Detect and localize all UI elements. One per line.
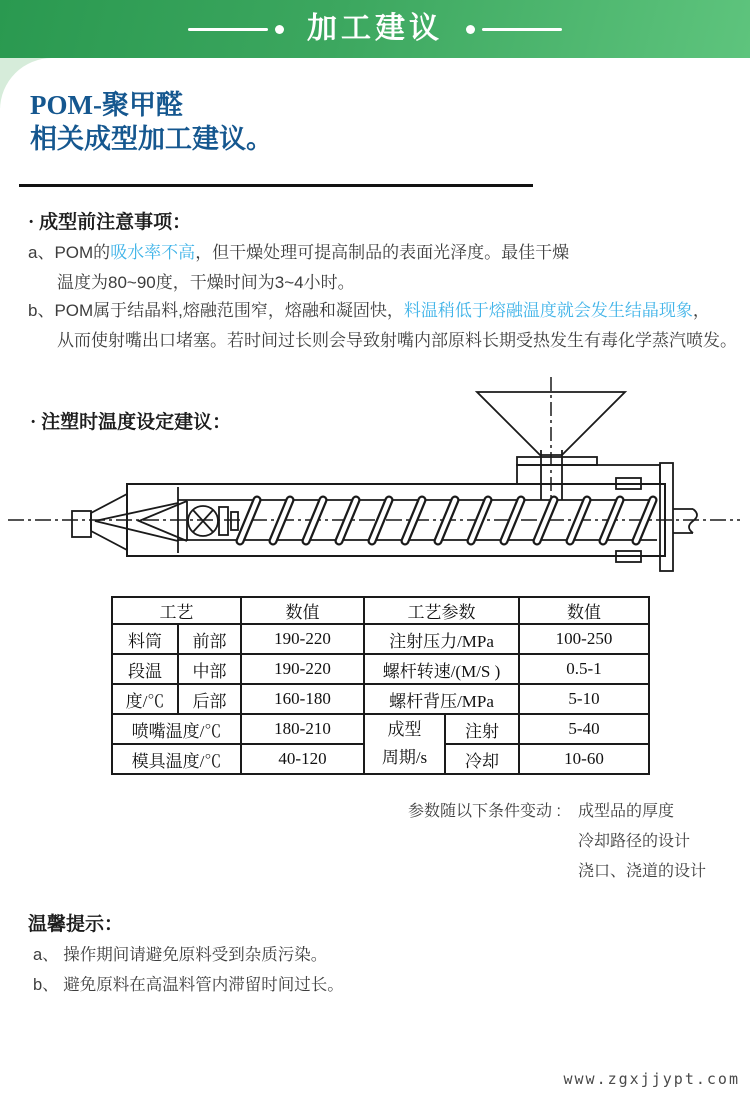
watermark-url: www.zgxjjypt.com [563,1070,740,1088]
item-a-rest: ，但干燥处理可提高制品的表面光泽度。最佳干燥 [195,243,570,262]
banner-title: 加工建议 [307,12,443,45]
cell-injection-pressure: 注射压力/MPa [364,624,519,654]
pre-molding-item-b-line1 [28,296,710,321]
item-a-prefix: a、POM的 [28,243,111,262]
variation-label: 参数随以下条件变动 : [408,803,561,820]
process-parameters-table [111,596,650,775]
cell-mold-temp: 模具温度/℃ [112,744,241,774]
temp-setting-heading: · 注塑时温度设定建议： [30,412,232,433]
item-a-highlight: 吸水率不高 [110,243,196,262]
variation-item: 浇口、浇道的设计 [578,863,707,880]
item-b-rest: ， [692,301,710,320]
cell-rear: 后部 [178,684,241,714]
pre-molding-item-b-line2: 从而使射嘴出口堵塞。若时间过长则会导致射嘴内部原料长期受热发生有毒化学蒸汽喷发。 [57,331,737,350]
tips-heading: 温馨提示： [28,914,124,935]
cell-molding-cycle-line1: 成型 [387,720,422,739]
cell-cycle-injection: 注射 [445,714,519,744]
header-process: 工艺 [112,597,241,624]
cell-mold-temp-value: 40-120 [241,744,364,774]
cell-back-pressure: 螺杆背压/MPa [364,684,519,714]
cell-rear-value: 160-180 [241,684,364,714]
header-param: 工艺参数 [364,597,519,624]
cell-molding-cycle-line2: 周期/s [381,748,428,767]
cell-cycle-cooling-value: 10-60 [519,744,649,774]
cell-barrel-1: 料筒 [112,624,178,654]
title-underline [19,184,533,187]
document-title-line2: 相关成型加工建议。 [30,124,273,154]
injection-molding-screw-diagram [0,370,750,598]
document-title-line1: POM-聚甲醛 [30,90,183,120]
pre-molding-item-a-line1 [28,238,569,263]
cell-cycle-injection-value: 5-40 [519,714,649,744]
cell-nozzle-temp: 喷嘴温度/℃ [112,714,241,744]
cell-barrel-3: 度/℃ [112,684,178,714]
variation-item: 成型品的厚度 [578,803,675,820]
cell-back-pressure-value: 5-10 [519,684,649,714]
tip-item-b: b、 避免原料在高温料管内滞留时间过长。 [33,976,344,994]
cell-middle-value: 190-220 [241,654,364,684]
cell-front: 前部 [178,624,241,654]
cell-middle: 中部 [178,654,241,684]
cell-nozzle-temp-value: 180-210 [241,714,364,744]
header-value-1: 数值 [241,597,364,624]
item-b-highlight: 料温稍低于熔融温度就会发生结晶现象 [403,301,693,320]
cell-injection-pressure-value: 100-250 [519,624,649,654]
item-b-prefix: b、POM属于结晶料,熔融范围窄，熔融和凝固快， [28,301,404,320]
cell-cycle-cooling: 冷却 [445,744,519,774]
cell-front-value: 190-220 [241,624,364,654]
document-title [30,88,273,156]
tip-item-a: a、 操作期间请避免原料受到杂质污染。 [33,946,328,964]
cell-screw-speed-value: 0.5-1 [519,654,649,684]
pre-molding-heading: · 成型前注意事项： [28,212,192,233]
variation-item: 冷却路径的设计 [578,833,691,850]
cell-screw-speed: 螺杆转速/(M/S ) [364,654,519,684]
cell-molding-cycle [364,714,445,774]
header-value-2: 数值 [519,597,649,624]
cell-barrel-2: 段温 [112,654,178,684]
pre-molding-item-a-line2: 温度为80~90度，干燥时间为3~4小时。 [57,273,355,292]
